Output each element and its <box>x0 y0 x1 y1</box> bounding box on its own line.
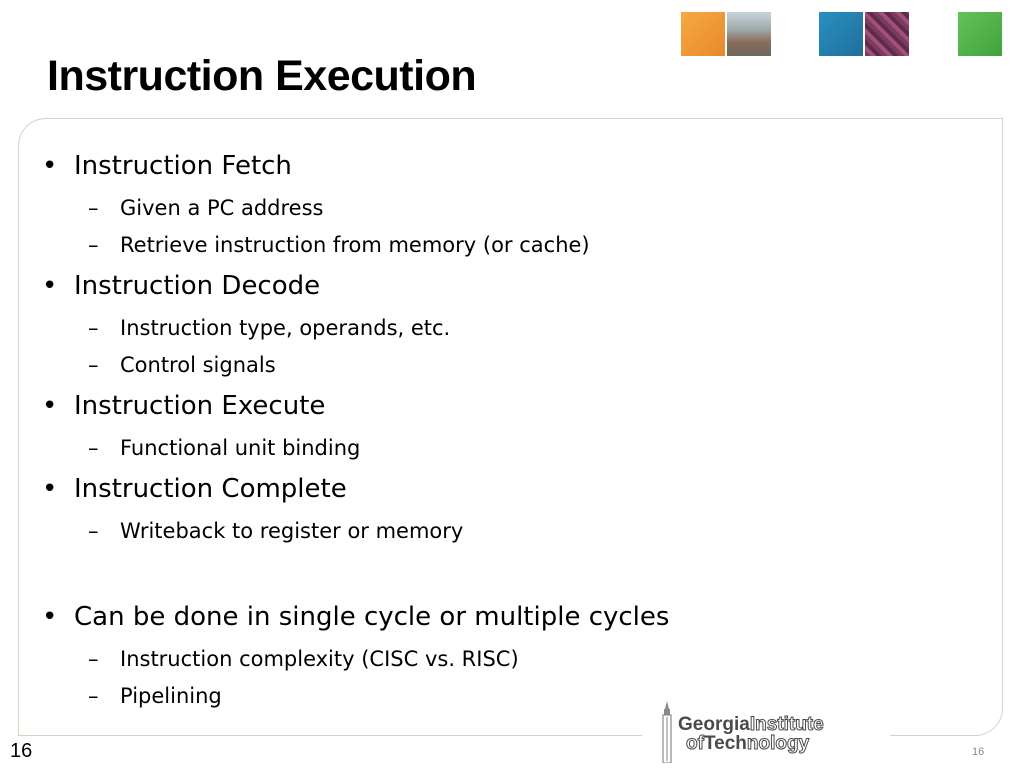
bullet-item: • Can be done in single cycle or multiple cycles <box>42 602 670 632</box>
sub-bullet-item: – Functional unit binding <box>88 436 361 460</box>
bullet-item: • Instruction Decode <box>42 271 321 301</box>
slide-title: Instruction Execution <box>47 52 477 100</box>
sub-bullet-item: – Writeback to register or memory <box>88 519 464 543</box>
campus-photo-tile <box>727 12 771 56</box>
green-tile <box>958 12 1002 56</box>
slide-number: 16 <box>10 740 33 762</box>
footer-slide-number: 16 <box>972 746 985 758</box>
orange-tile <box>681 12 725 56</box>
circuit-photo-tile <box>865 12 909 56</box>
tech-tower-icon <box>660 701 674 763</box>
blue-tile <box>819 12 863 56</box>
sub-bullet-item: – Pipelining <box>88 684 222 708</box>
sub-bullet-item: – Instruction type, operands, etc. <box>88 316 451 340</box>
sub-bullet-item: – Retrieve instruction from memory (or cache) <box>88 233 590 257</box>
bullet-item: • Instruction Fetch <box>42 151 292 181</box>
sub-bullet-item: – Control signals <box>88 353 276 377</box>
bullet-item: • Instruction Complete <box>42 474 347 504</box>
logo-wordmark: GeorgiaInstitute ofTechnology <box>678 714 824 754</box>
sub-bullet-item: – Given a PC address <box>88 196 324 220</box>
sub-bullet-item: – Instruction complexity (CISC vs. RISC) <box>88 647 519 671</box>
georgia-tech-logo <box>642 697 890 763</box>
bullet-item: • Instruction Execute <box>42 391 326 421</box>
